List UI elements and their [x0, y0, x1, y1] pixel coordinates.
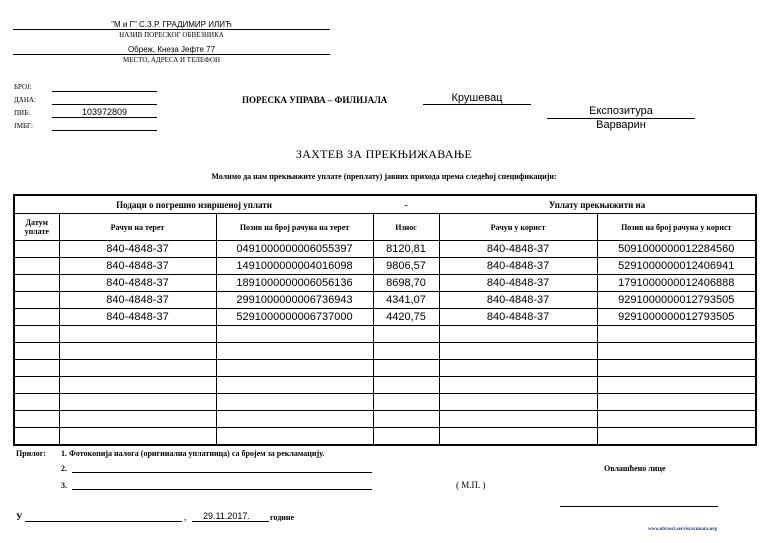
table-cell[interactable] — [597, 411, 756, 428]
table-row — [14, 258, 756, 275]
table-row — [14, 343, 756, 360]
table-cell[interactable] — [216, 428, 373, 446]
table-cell[interactable] — [14, 326, 59, 343]
field-line[interactable] — [52, 91, 157, 92]
table-cell[interactable]: 4341,07 — [373, 292, 439, 309]
col-header: Позив на број рачуна на терет — [216, 214, 373, 241]
table-cell[interactable]: 840-4848-37 — [439, 309, 597, 326]
date-line[interactable] — [192, 521, 269, 522]
page-title: ЗАХТЕВ ЗА ПРЕКЊИЖАВАЊЕ — [295, 147, 473, 161]
table-row — [14, 360, 756, 377]
table-cell[interactable]: 840-4848-37 — [439, 275, 597, 292]
col-header: Износ — [373, 214, 439, 241]
table-cell[interactable] — [439, 394, 597, 411]
signature-line[interactable] — [560, 506, 718, 507]
table-cell[interactable] — [439, 428, 597, 446]
table-row — [14, 241, 756, 258]
field-value: 103972809 — [81, 107, 128, 117]
table-cell[interactable]: 0491000000006055397 — [216, 241, 373, 258]
table-column-header — [14, 214, 756, 241]
attachment-item-3: 3. — [61, 481, 67, 490]
table-cell[interactable]: 840-4848-37 — [59, 258, 216, 275]
table-cell[interactable] — [216, 326, 373, 343]
table-cell[interactable]: 840-4848-37 — [59, 241, 216, 258]
table-cell[interactable]: 840-4848-37 — [439, 258, 597, 275]
table-cell[interactable]: 9291000000012793505 — [597, 292, 756, 309]
table-row — [14, 326, 756, 343]
table-cell[interactable] — [59, 411, 216, 428]
taxpayer-address-caption: МЕСТО, АДРЕСА И ТЕЛЕФОН — [122, 56, 221, 64]
table-cell[interactable] — [597, 377, 756, 394]
table-cell[interactable] — [59, 326, 216, 343]
place-comma: , — [184, 512, 187, 522]
taxpayer-name-caption: НАЗИВ ПОРЕСКОГ ОБВЕЗНИКА — [119, 31, 224, 39]
table-cell[interactable] — [14, 428, 59, 446]
stamp-label: ( М.П. ) — [456, 480, 486, 490]
table-row — [14, 377, 756, 394]
table-cell[interactable] — [14, 258, 59, 275]
col-header: Рачун у корист — [439, 214, 597, 241]
table-row — [14, 275, 756, 292]
table-cell[interactable] — [14, 292, 59, 309]
table-cell[interactable]: 2991000000006736943 — [216, 292, 373, 309]
office-city-line — [423, 104, 531, 105]
table-cell[interactable]: 840-4848-37 — [439, 292, 597, 309]
table-cell[interactable]: 9806,57 — [373, 258, 439, 275]
table-cell[interactable] — [14, 377, 59, 394]
table-cell[interactable] — [373, 411, 439, 428]
table-cell[interactable] — [373, 377, 439, 394]
attachment-item-2: 2. — [61, 464, 67, 473]
table-row — [14, 292, 756, 309]
table-cell[interactable] — [373, 394, 439, 411]
field-line[interactable] — [52, 117, 157, 118]
taxpayer-address-line — [13, 54, 330, 55]
table-cell[interactable] — [597, 428, 756, 446]
table-cell[interactable] — [59, 428, 216, 446]
transfer-table — [13, 194, 757, 446]
table-cell[interactable]: 4420,75 — [373, 309, 439, 326]
table-cell[interactable]: 840-4848-37 — [59, 292, 216, 309]
attachments-label: Прилог: — [16, 449, 47, 458]
field-line[interactable] — [52, 104, 157, 105]
table-row — [14, 394, 756, 411]
table-cell[interactable]: 1891000000006056136 — [216, 275, 373, 292]
office-city: Крушевац — [451, 92, 503, 104]
table-cell[interactable]: 840-4848-37 — [59, 275, 216, 292]
table-cell[interactable] — [216, 411, 373, 428]
office-branch: Експозитура — [589, 105, 653, 117]
table-cell[interactable] — [14, 394, 59, 411]
table-cell[interactable] — [597, 326, 756, 343]
table-cell[interactable]: 5291000000006737000 — [216, 309, 373, 326]
taxpayer-name: "М и Г" С.З.Р. ГРАДИМИР ИЛИЋ — [111, 20, 232, 29]
table-cell[interactable] — [59, 394, 216, 411]
attachment-item-1: 1. Фотокопија налога (оригинална уплатница) са бројем за рекламацију. — [61, 449, 325, 458]
taxpayer-address: Обреж, Кнеза Јефте 77 — [127, 45, 216, 54]
table-cell[interactable] — [216, 343, 373, 360]
table-cell[interactable] — [14, 360, 59, 377]
table-cell[interactable] — [439, 411, 597, 428]
table-cell[interactable] — [14, 309, 59, 326]
office-branch-city: Варварин — [596, 119, 646, 131]
table-group-header — [14, 195, 756, 214]
table-cell[interactable] — [373, 326, 439, 343]
table-cell[interactable] — [14, 343, 59, 360]
table-cell[interactable]: 5291000000012406941 — [597, 258, 756, 275]
attachment-line-3[interactable] — [72, 489, 372, 490]
table-cell[interactable] — [373, 428, 439, 446]
field-label: БРОЈ: — [14, 83, 32, 91]
attachment-line-2[interactable] — [72, 472, 372, 473]
table-cell[interactable] — [597, 343, 756, 360]
table-cell[interactable]: 9291000000012793505 — [597, 309, 756, 326]
authorized-person-label: Овлашћено лице — [604, 464, 666, 473]
col-header: Датум уплате — [14, 214, 59, 241]
table-cell[interactable] — [597, 360, 756, 377]
field-label: ДАНА: — [14, 96, 36, 104]
group-left: Подаци о погрешно извршеној уплати — [14, 195, 373, 214]
request-text: Молимо да нам прекњижите уплате (преплату) јавних прихода према следећој спецификацији: — [211, 172, 557, 181]
table-cell[interactable]: 5091000000012284560 — [597, 241, 756, 258]
table-cell[interactable] — [216, 394, 373, 411]
table-cell[interactable]: 840-4848-37 — [439, 241, 597, 258]
table-cell[interactable] — [439, 326, 597, 343]
table-cell[interactable] — [14, 275, 59, 292]
office-label: ПОРЕСКА УПРАВА – ФИЛИЈАЛА — [242, 95, 388, 105]
table-cell[interactable]: 1491000000004016098 — [216, 258, 373, 275]
table-cell[interactable]: 1791000000012406888 — [597, 275, 756, 292]
table-row — [14, 309, 756, 326]
table-cell[interactable] — [373, 343, 439, 360]
table-cell[interactable]: 8698,70 — [373, 275, 439, 292]
table-cell[interactable] — [59, 343, 216, 360]
group-sep: - — [373, 195, 439, 214]
footer-url[interactable]: www.obrasci.servisracunara.org — [648, 527, 718, 532]
date-value: 29.11.2017. — [203, 511, 250, 521]
place-line[interactable] — [25, 521, 182, 522]
table-row — [14, 411, 756, 428]
date-suffix: године — [270, 513, 295, 522]
table-cell[interactable] — [439, 377, 597, 394]
place-prefix: У — [16, 512, 23, 522]
table-cell[interactable] — [597, 394, 756, 411]
table-cell[interactable] — [59, 360, 216, 377]
col-header: Позив на број рачуна у корист — [597, 214, 756, 241]
table-cell[interactable]: 8120,81 — [373, 241, 439, 258]
table-cell[interactable] — [439, 360, 597, 377]
table-cell[interactable] — [14, 411, 59, 428]
col-header: Рачун на терет — [59, 214, 216, 241]
table-cell[interactable] — [439, 343, 597, 360]
table-cell[interactable] — [59, 377, 216, 394]
table-cell[interactable] — [216, 360, 373, 377]
field-line[interactable] — [52, 130, 157, 131]
field-label: ЈМБГ: — [14, 122, 33, 130]
taxpayer-name-line — [13, 29, 330, 30]
field-label: ПИБ: — [14, 109, 31, 117]
table-cell[interactable] — [373, 360, 439, 377]
group-right: Уплату прекњижити на — [439, 195, 756, 214]
table-cell[interactable] — [216, 377, 373, 394]
table-cell[interactable]: 840-4848-37 — [59, 309, 216, 326]
table-cell[interactable] — [14, 241, 59, 258]
table-row — [14, 428, 756, 446]
